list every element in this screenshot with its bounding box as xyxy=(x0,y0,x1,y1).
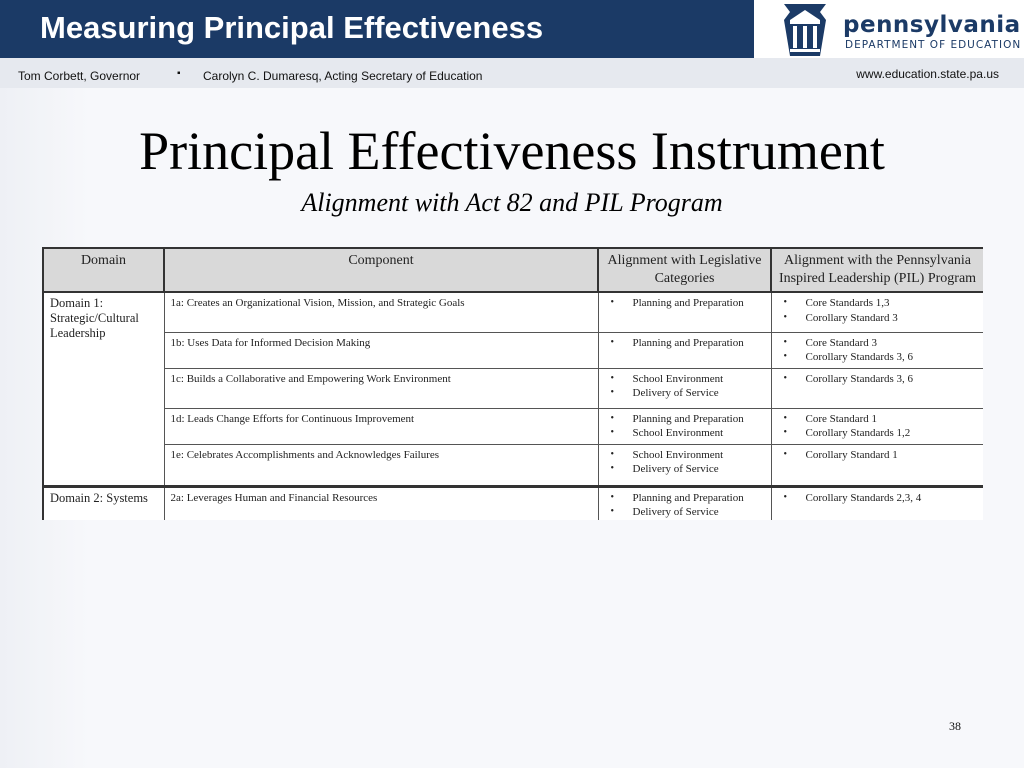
list-item: • Planning and Preparation xyxy=(605,412,765,427)
slide-subtitle: Alignment with Act 82 and PIL Program xyxy=(301,188,723,217)
legislative-cell xyxy=(598,332,771,368)
pil-cell xyxy=(771,408,983,444)
legislative-cell xyxy=(598,408,771,444)
list-item: • Delivery of Service xyxy=(605,462,765,477)
list-item: • Corollary Standards 2,3, 4 xyxy=(778,491,978,506)
component-cell: 2a: Leverages Human and Financial Resources xyxy=(164,486,598,520)
list-item: • School Environment xyxy=(605,426,765,441)
slide-title: Principal Effectiveness Instrument xyxy=(139,121,885,181)
secretary-text: Carolyn C. Dumaresq, Acting Secretary of Education xyxy=(203,69,483,83)
component-cell: 1d: Leads Change Efforts for Continuous Improvement xyxy=(164,408,598,444)
list-item: • Core Standard 1 xyxy=(778,412,978,427)
component-cell: 1c: Builds a Collaborative and Empowering Work Environment xyxy=(164,368,598,408)
list-item: • Planning and Preparation xyxy=(605,336,765,351)
component-cell: 1a: Creates an Organizational Vision, Mission, and Strategic Goals xyxy=(164,292,598,332)
table-row xyxy=(43,486,983,520)
pil-cell xyxy=(771,332,983,368)
list-item: • School Environment xyxy=(605,448,765,463)
list-item: • Corollary Standards 3, 6 xyxy=(778,350,978,365)
separator: ▪ xyxy=(177,68,181,79)
logo-name: pennsylvania xyxy=(843,12,1021,38)
table-row xyxy=(43,368,983,408)
header-domain: Domain xyxy=(43,248,164,292)
table-row xyxy=(43,292,983,332)
list-item: • Corollary Standard 1 xyxy=(778,448,978,463)
component-cell: 1e: Celebrates Accomplishments and Acknowledges Failures xyxy=(164,444,598,486)
table-row xyxy=(43,444,983,486)
list-item: • Corollary Standard 3 xyxy=(778,311,978,326)
legislative-cell xyxy=(598,292,771,332)
table-row xyxy=(43,332,983,368)
pil-cell xyxy=(771,292,983,332)
pil-cell xyxy=(771,444,983,486)
header-component: Component xyxy=(164,248,598,292)
table-row xyxy=(43,408,983,444)
domain-cell: Domain 1: Strategic/Cultural Leadership xyxy=(43,292,164,486)
list-item: • Core Standards 1,3 xyxy=(778,296,978,311)
list-item: • Corollary Standards 1,2 xyxy=(778,426,978,441)
list-item: • Core Standard 3 xyxy=(778,336,978,351)
table-header-row xyxy=(43,248,983,292)
header-pil: Alignment with the Pennsylvania Inspired Leadership (PIL) Program xyxy=(771,248,983,292)
legislative-cell xyxy=(598,444,771,486)
list-item: • Corollary Standards 3, 6 xyxy=(778,372,978,387)
list-item: • School Environment xyxy=(605,372,765,387)
list-item: • Delivery of Service xyxy=(605,386,765,401)
list-item: • Planning and Preparation xyxy=(605,491,765,506)
list-item: • Planning and Preparation xyxy=(605,296,765,311)
keystone-logo-icon xyxy=(776,2,834,58)
header-legislative: Alignment with Legislative Categories xyxy=(598,248,771,292)
logo-department: DEPARTMENT OF EDUCATION xyxy=(845,39,1022,51)
list-item: • Delivery of Service xyxy=(605,505,765,520)
pil-cell xyxy=(771,368,983,408)
alignment-table xyxy=(42,247,983,520)
legislative-cell xyxy=(598,368,771,408)
legislative-cell xyxy=(598,486,771,520)
page-number: 38 xyxy=(949,719,961,733)
governor-text: Tom Corbett, Governor xyxy=(18,69,141,83)
website-link[interactable]: www.education.state.pa.us xyxy=(856,67,999,81)
component-cell: 1b: Uses Data for Informed Decision Making xyxy=(164,332,598,368)
domain-cell: Domain 2: Systems xyxy=(43,486,164,520)
pil-cell xyxy=(771,486,983,520)
header-title: Measuring Principal Effectiveness xyxy=(40,10,544,45)
